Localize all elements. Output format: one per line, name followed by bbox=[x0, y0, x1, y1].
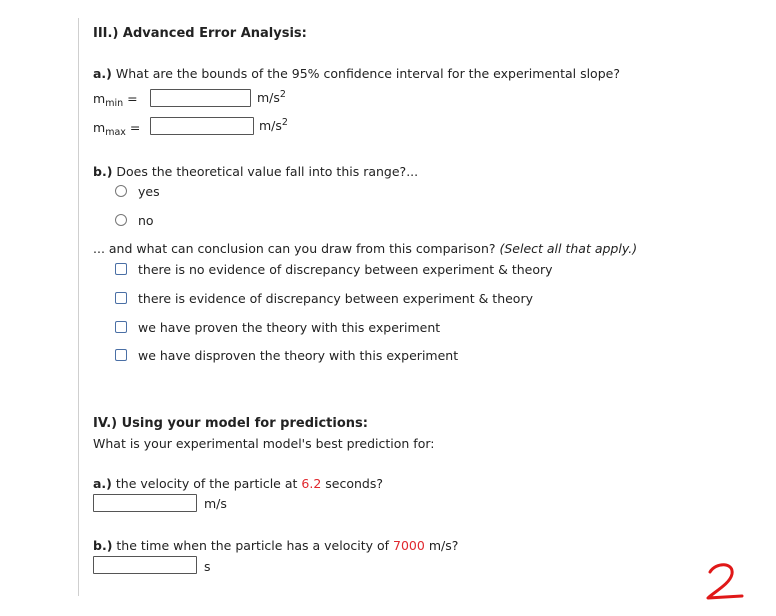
checkbox-evidence[interactable] bbox=[115, 292, 127, 304]
question-3b bbox=[93, 164, 418, 179]
checkbox-no-evidence-label: there is no evidence of discrepancy between experiment & theory bbox=[138, 262, 553, 277]
question-4a-value: 6.2 bbox=[301, 476, 322, 491]
checkbox-proven-label: we have proven the theory with this experiment bbox=[138, 320, 441, 335]
question-4b-label: b.) bbox=[93, 538, 113, 553]
radio-no[interactable] bbox=[115, 214, 127, 226]
checkbox-disproven[interactable] bbox=[115, 349, 127, 361]
checkbox-disproven-label: we have disproven the theory with this experiment bbox=[138, 348, 459, 363]
section-4-title: IV.) Using your model for predictions: bbox=[93, 416, 368, 431]
time-unit: s bbox=[204, 559, 211, 574]
followup-question bbox=[93, 241, 637, 256]
followup-text: ... and what can conclusion can you draw from this comparison? bbox=[93, 241, 496, 256]
annotation-number-2 bbox=[702, 560, 748, 604]
radio-no-label: no bbox=[138, 213, 154, 228]
mmin-unit: $m/s^2$ bbox=[257, 89, 286, 105]
mmin-label: $m_{min}$ = bbox=[93, 91, 138, 109]
question-4a: a.) the velocity of the particle at 6.2 seconds? bbox=[93, 476, 383, 491]
followup-hint: (Select all that apply.) bbox=[499, 241, 638, 256]
question-3b-label: b.) bbox=[93, 164, 113, 179]
mmax-input[interactable] bbox=[150, 117, 254, 135]
question-3b-text: Does the theoretical value fall into this range?... bbox=[116, 164, 419, 179]
radio-yes[interactable] bbox=[115, 185, 127, 197]
question-4a-label: a.) bbox=[93, 476, 112, 491]
checkbox-no-evidence[interactable] bbox=[115, 263, 127, 275]
question-3a-text: What are the bounds of the 95% confidence interval for the experimental slope? bbox=[115, 66, 620, 81]
mmax-unit: $m/s^2$ bbox=[259, 117, 288, 133]
velocity-unit: m/s bbox=[204, 496, 227, 511]
mmax-label: $m_{max}$ = bbox=[93, 120, 141, 138]
question-3a bbox=[93, 66, 620, 81]
question-4b: b.) the time when the particle has a velocity of 7000 m/s? bbox=[93, 538, 459, 553]
checkbox-proven[interactable] bbox=[115, 321, 127, 333]
radio-yes-label: yes bbox=[138, 184, 160, 199]
section-4-subtitle: What is your experimental model's best prediction for: bbox=[93, 436, 435, 451]
checkbox-evidence-label: there is evidence of discrepancy between experiment & theory bbox=[138, 291, 533, 306]
mmin-input[interactable] bbox=[150, 89, 251, 107]
time-input[interactable] bbox=[93, 556, 197, 574]
section-3-title: III.) Advanced Error Analysis: bbox=[93, 26, 307, 41]
question-3a-label: a.) bbox=[93, 66, 112, 81]
velocity-input[interactable] bbox=[93, 494, 197, 512]
question-4b-value: 7000 bbox=[393, 538, 425, 553]
left-border bbox=[78, 18, 79, 596]
